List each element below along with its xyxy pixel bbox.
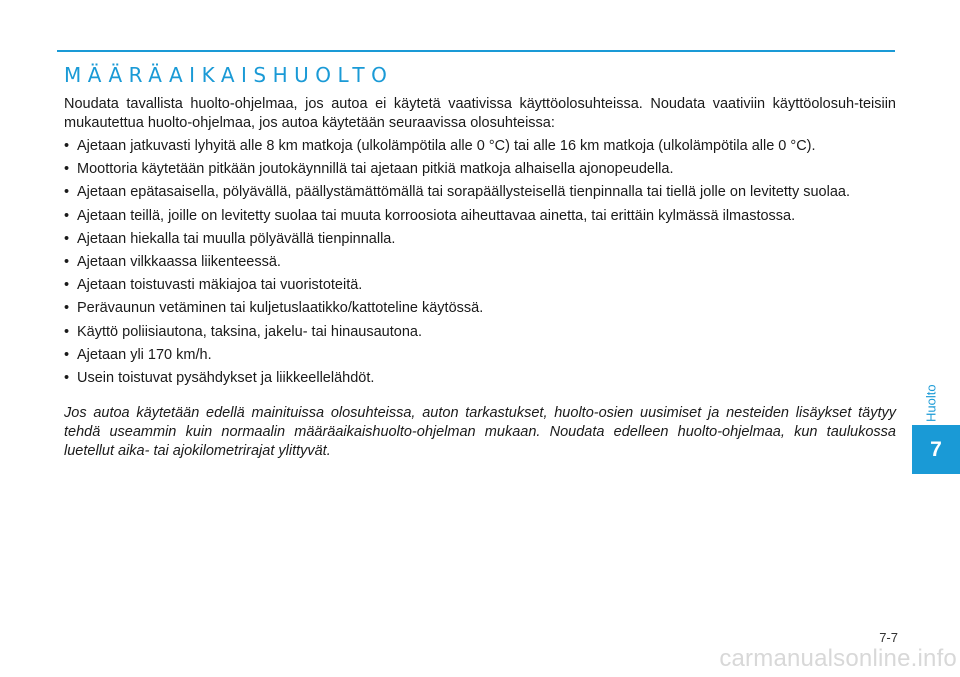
header-rule [57,50,895,52]
list-item-text: Ajetaan vilkkaassa liikenteessä. [77,253,281,270]
bullet-icon: • [64,346,70,363]
note-paragraph: Jos autoa käytetään edellä mainituissa olosuhteissa, auton tarkastukset, huolto-osien uusimiset ja nesteiden lisäykset täytyy tehdä useammin kuin normaalin määräaikaishuolto-ohjelman mukaan. Noudata edelleen huolto-ohjelmaa, kun taulukossa luetellut aika- tai ajokilometrirajat ylittyvät. [64,404,896,459]
list-item [64,253,896,272]
list-item [64,183,896,202]
chapter-tab: 7 [912,425,960,474]
bullet-icon: • [64,300,70,317]
list-item [64,230,896,249]
list-item-text: Ajetaan toistuvasti mäkiajoa tai vuoristoteitä. [77,277,363,294]
list-item-text: Ajetaan hiekalla tai muulla pölyävällä tienpinnalla. [77,230,396,247]
bullet-icon: • [64,323,70,340]
bullet-icon: • [64,184,70,201]
list-item [64,207,896,226]
list-item-text: Moottoria käytetään pitkään joutokäynnillä tai ajetaan pitkiä matkoja alhaisella ajonopeudella. [77,161,674,178]
list-item-text: Ajetaan yli 170 km/h. [77,346,212,363]
bullet-icon: • [64,207,70,224]
list-item-text: Usein toistuvat pysähdykset ja liikkeellelähdöt. [77,369,375,386]
chapter-side-label: Huolto [923,384,939,422]
list-item [64,160,896,179]
bullet-icon: • [64,230,70,247]
bullet-icon: • [64,161,70,178]
list-item-text: Ajetaan jatkuvasti lyhyitä alle 8 km matkoja (ulkolämpötila alle 0 °C) tai alle 16 km matkoja (ulkolämpötila alle 0 °C). [77,138,816,154]
list-item-text: Käyttö poliisiautona, taksina, jakelu- tai hinausautona. [77,323,422,340]
list-item [64,137,896,156]
list-item [64,276,896,295]
bullet-icon: • [64,253,70,270]
list-item [64,323,896,342]
watermark: carmanualsonline.info [719,645,957,672]
main-content [64,95,896,461]
page-title: MÄÄRÄAIKAISHUOLTO [64,63,394,87]
list-item [64,346,896,365]
page-number: 7-7 [879,630,898,645]
list-item [64,369,896,388]
list-item-text: Ajetaan epätasaisella, pölyävällä, päällystämättömällä tai sorapäällysteisellä tienpinnalla tai tiellä jolle on levitetty suolaa. [77,184,850,201]
list-item-text: Ajetaan teillä, joille on levitetty suolaa tai muuta korroosiota aiheuttavaa ainetta, tai erittäin kylmässä ilmastossa. [77,207,796,224]
list-item-text: Perävaunun vetäminen tai kuljetuslaatikko/kattoteline käytössä. [77,300,484,317]
bullet-icon: • [64,369,70,386]
bullet-icon: • [64,138,70,154]
conditions-list [64,137,896,388]
bullet-icon: • [64,277,70,294]
list-item [64,299,896,318]
intro-paragraph: Noudata tavallista huolto-ohjelmaa, jos autoa ei käytetä vaativissa käyttöolosuhteissa. Noudata vaativiin käyttöolosuh-teisiin mukautettua huolto-ohjelmaa, jos autoa käytetään seuraavissa olosuhteissa: [64,96,896,131]
